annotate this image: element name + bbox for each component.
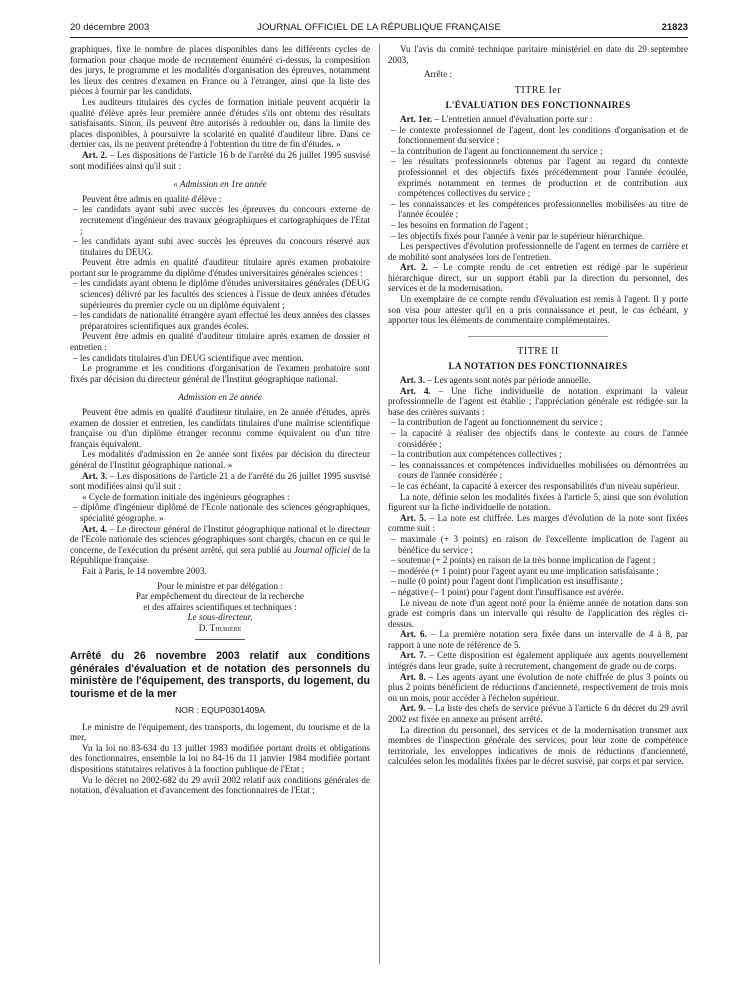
signature-line: Pour le ministre et par délégation :	[157, 580, 283, 591]
list	[388, 125, 688, 242]
article-text: – La liste des chefs de service prévue à l'article 6 du décret du 29 avril 2002 est fixée en annexe au présent arrêté.	[388, 703, 688, 725]
article-2	[388, 262, 688, 294]
article-label: Art. 2.	[400, 262, 428, 273]
list-item: – les connaissances et les compétences professionnelles mobilisées au titre de l'année écoulée ;	[391, 198, 688, 220]
article-9	[388, 703, 688, 724]
right-column	[388, 44, 688, 767]
article-8	[388, 672, 688, 704]
list-item: – les candidats de nationalité étrangère ayant effectué les deux années des classes préparatoires scientifiques aux grandes écoles.	[73, 310, 370, 331]
arrete-label: Arrête :	[424, 69, 453, 80]
article-3	[70, 471, 370, 492]
paragraph: Vu l'avis du comité technique paritaire ministériel en date du 29 septembre 2003,	[388, 44, 688, 65]
journal-officiel-mention: Journal officiel	[293, 544, 350, 555]
list-item: – les résultats professionnels obtenus par l'agent au regard du contexte professionnel et des objectifs fixés précédemment pour l'année écoulée, exprimés notamment en termes de production et de contribution aux compétences collectives du service ;	[391, 156, 688, 199]
divider	[468, 336, 608, 337]
article-text: – Les agents sont notés par période annuelle.	[425, 375, 591, 386]
section-heading: Admission en 2e année	[178, 392, 262, 403]
header-journal-title: JOURNAL OFFICIEL DE LA RÉPUBLIQUE FRANÇAISE	[257, 22, 501, 33]
list-item: – soutenue (+ 2 points) en raison de la très bonne implication de l'agent ;	[391, 555, 656, 566]
list-item: – la contribution de l'agent au fonctionnement du service ;	[391, 417, 603, 428]
divider	[195, 639, 245, 640]
titre-1-subtitle: L'ÉVALUATION DES FONCTIONNAIRES	[445, 100, 631, 111]
left-column	[70, 44, 370, 796]
list	[70, 278, 370, 331]
article-6	[388, 629, 688, 650]
list-item: – les candidats titulaires d'un DEUG scientifique avec mention.	[73, 352, 304, 363]
article-4	[388, 386, 688, 418]
list-item: – les connaissances et compétences individuelles mobilisées ou démontrées au cours de l'année considérée ;	[391, 459, 688, 481]
paragraph: Les perspectives d'évolution professionnelle de l'agent en termes de carrière et de mobilité sont analysées lors de l'entretien.	[388, 241, 688, 262]
paragraph: Vu la loi no 83-634 du 13 juillet 1983 modifiée portant droits et obligations des fonctionnaires, ensemble la loi no 84-16 du 11 janvier 1984 modifiée portant dispositions statutaires relatives à la fonction publique de l'Etat ;	[70, 742, 370, 775]
article-text: – Le directeur général de l'Institut géographique national et le directeur de l'Ecole nationale des sciences géographiques sont chargés, chacun en ce qui le concerne, de l'exécution du présent arrêté, qui sera publié au	[70, 523, 371, 555]
list	[70, 502, 370, 523]
list-item: – nulle (0 point) pour l'agent dont l'implication est insuffisante ;	[391, 576, 623, 587]
header-rule	[70, 37, 688, 38]
list-item: – la capacité à réaliser des objectifs dans le contexte au cours de l'année considérée ;	[391, 428, 688, 449]
article-text: – Les agents ayant une évolution de note chiffrée de plus 3 points ou plus 2 points bénéficient de réductions d'ancienneté, respectivement de trois mois ou un mois, pour accéder à l'échelon supérieur.	[388, 671, 689, 703]
nor-reference: NOR : EQUP0301409A	[175, 705, 265, 716]
article-label: Art. 3.	[82, 470, 108, 481]
article-label: Art. 9.	[400, 703, 426, 714]
signature-title: Le sous-directeur,	[187, 612, 253, 623]
article-text: de la République française.	[70, 544, 370, 566]
paragraph: Peuvent être admis en qualité d'auditeur titulaire après examen probatoire portant sur le programme du diplôme d'études universitaires générales sciences :	[70, 257, 370, 278]
paragraph: Peuvent être admis en qualité d'auditeur titulaire, en 2e année d'études, après examen de dossier et entretien, les candidats titulaires d'une maîtrise scientifique française ou d'un diplôme étranger reconnu comme équivalent ou d'un titre français équivalent.	[70, 407, 370, 449]
article-3	[388, 375, 688, 386]
header-page-number: 21823	[661, 22, 688, 33]
signature-line: et des affaires scientifiques et techniques :	[143, 601, 297, 612]
article-label: Art. 2.	[82, 149, 108, 160]
article-text: – L'entretien annuel d'évaluation porte sur :	[432, 113, 593, 124]
list-item: – les besoins en formation de l'agent ;	[391, 219, 529, 230]
paragraph: graphiques, fixe le nombre de places disponibles dans les différents cycles de formation pour chaque mode de recrutement énuméré ci-dessus, la composition des jurys, le programme et les modalités d'organisation des épreuves, notamment les lieux des centres d'examen en France ou à l'étranger, ainsi que la liste des pièces à fournir par les candidats.	[70, 44, 370, 97]
article-4	[70, 524, 370, 566]
list	[388, 417, 688, 491]
article-label: Art. 3.	[400, 375, 425, 386]
article-2	[70, 150, 370, 171]
article-label: Art. 4.	[82, 523, 108, 534]
article-7	[388, 650, 688, 671]
paragraph: « Cycle de formation initiale des ingénieurs géographes :	[82, 491, 290, 502]
paragraph: Le niveau de note d'un agent noté pour la énième année de notation dans son grade est compris dans un intervalle qui résulte de l'application des règles ci-dessus.	[388, 597, 688, 629]
list-item: – modérée (+ 1 point) pour l'agent ayant eu une implication satisfaisante ;	[391, 565, 659, 576]
header-date: 20 décembre 2003	[70, 22, 150, 33]
paragraph: Vu le décret no 2002-682 du 29 avril 2002 relatif aux conditions générales de notation, d'évaluation et d'avancement des fonctionnaires de l'Etat ;	[70, 774, 370, 796]
paragraph: Les auditeurs titulaires des cycles de formation initiale peuvent acquérir la qualité d'élève après leur première année d'études s'ils ont obtenu des résultats satisfaisants. Sinon, ils peuvent être autorisés à redoubler ou, dans la limite des places disponibles, à poursuivre la scolarité en qualité d'auditeur libre. Dans ce dernier cas, ils ne peuvent prétendre à l'obtention du titre de fin d'études. »	[70, 96, 370, 150]
paragraph: La note, définie selon les modalités fixées à l'article 5, ainsi que son évolution figurent sur la fiche individuelle de notation.	[388, 491, 688, 513]
article-text: – Une fiche individuelle de notation exprimant la valeur professionnelle de l'agent est établie ; l'appréciation générale est rédigée sur la base des critères suivants :	[388, 385, 689, 417]
paragraph: Un exemplaire de ce compte rendu d'évaluation est remis à l'agent. Il y porte son visa pour attester qu'il en a pris connaissance et peut, le cas échéant, y apporter tous les éléments de commentaire complémentaires.	[388, 294, 688, 326]
paragraph: Le programme et les conditions d'organisation de l'examen probatoire sont fixés par décision du directeur général de l'Institut géographique national.	[70, 363, 370, 384]
article-text: – Cette disposition est également appliquée aux agents nouvellement intégrés dans leur grade, suite à recrutement, changement de grade ou de corps.	[388, 650, 689, 672]
list-item: – le cas échéant, la capacité à exercer des responsabilités d'un niveau supérieur.	[391, 480, 680, 491]
list-item: – les candidats ayant subi avec succès les épreuves du concours externe de recrutement d'ingénieur des travaux géographiques et cartographiques de l'Etat ;	[73, 204, 370, 236]
column-separator	[379, 44, 380, 964]
paragraph: Les modalités d'admission en 2e année sont fixées par décision du directeur général de l'Institut géographique national. »	[70, 449, 370, 470]
article-label: Art. 5.	[400, 512, 427, 523]
paragraph: Peuvent être admis en qualité d'élève :	[82, 193, 222, 204]
list-item: – le contexte professionnel de l'agent, dont les conditions d'organisation et de fonctionnement du service ;	[391, 124, 688, 146]
list-item: – maximale (+ 3 points) en raison de l'excellente implication de l'agent au bénéfice du service ;	[391, 533, 688, 555]
article-text: – Les dispositions de l'article 16 b de l'arrêté du 26 juillet 1995 susvisé sont modifiées ainsi qu'il suit :	[70, 149, 371, 171]
list-item: – négative (– 1 point) pour l'agent dont l'insuffisance est avérée.	[391, 586, 624, 597]
titre-2: TITRE II	[517, 345, 559, 357]
titre-2-subtitle: LA NOTATION DES FONCTIONNAIRES	[448, 361, 628, 372]
article-1	[388, 114, 688, 125]
article-label: Art. 8.	[400, 671, 426, 682]
paragraph: Le ministre de l'équipement, des transports, du logement, du tourisme et de la mer,	[70, 721, 370, 743]
list-item: – les candidats ayant obtenu le diplôme d'études universitaires générales (DEUG sciences) délivré par les facultés des sciences à l'issue de deux années d'études supérieures du premier cycle ou un diplôme équivalent ;	[73, 278, 370, 310]
list-item: – la contribution aux compétences collectives ;	[391, 449, 562, 460]
list	[388, 534, 688, 598]
article-text: – Le compte rendu de cet entretien est rédigé par le supérieur hiérarchique direct, sur un support établi par la direction du personnel, des services et de la modernisation.	[388, 262, 689, 294]
article-label: Art. 6.	[400, 629, 427, 640]
article-label: Art. 7.	[400, 650, 427, 661]
list	[70, 204, 370, 257]
titre-1: TITRE Ier	[514, 84, 562, 96]
list-item: – la contribution de l'agent au fonctionnement du service ;	[391, 145, 603, 156]
list-item: – les candidats ayant subi avec succès les épreuves du concours réservé aux titulaires du DEUG.	[73, 236, 370, 257]
signature-name: D. Thurière	[198, 622, 242, 633]
article-5	[388, 513, 688, 534]
section-heading: « Admission en 1re année	[173, 179, 267, 190]
signature-line: Par empêchement du directeur de la recherche	[135, 591, 305, 602]
page-header	[70, 22, 688, 36]
paragraph: La direction du personnel, des services et de la modernisation transmet aux membres de l'inspection générale des services, pour leur zone de compétence territoriale, les enveloppes indicatives de mois de réductions d'ancienneté, calculées selon les modalités fixées par le décret susvisé, par corps et par service.	[388, 724, 688, 767]
article-label: Art. 1er.	[400, 113, 433, 124]
article-text: – Les dispositions de l'article 21 a de l'arrêté du 26 juillet 1995 susvisé sont modifiées ainsi qu'il suit :	[70, 470, 370, 492]
list	[70, 353, 370, 364]
article-text: – La note est chiffrée. Les marges d'évolution de la note sont fixées comme suit :	[388, 512, 688, 534]
fait-a-paris: Fait à Paris, le 14 novembre 2003.	[82, 565, 207, 576]
article-text: – La première notation sera fixée dans un intervalle de 4 à 8, par rapport à une note de référence de 5.	[388, 629, 689, 650]
paragraph: Peuvent être admis en qualité d'auditeur titulaire après examen de dossier et entretien :	[70, 331, 370, 353]
list-item: – diplôme d'ingénieur diplômé de l'Ecole nationale des sciences géographiques, spécialité géographe. »	[73, 502, 370, 523]
list-item: – les objectifs fixés pour l'année à venir par le supérieur hiérarchique.	[391, 230, 645, 241]
arrete-title: Arrêté du 26 novembre 2003 relatif aux conditions générales d'évaluation et de notation des personnels du ministère de l'équipement, des transports, du logement, du tourisme et de la mer	[70, 650, 370, 700]
article-label: Art. 4.	[400, 385, 431, 396]
